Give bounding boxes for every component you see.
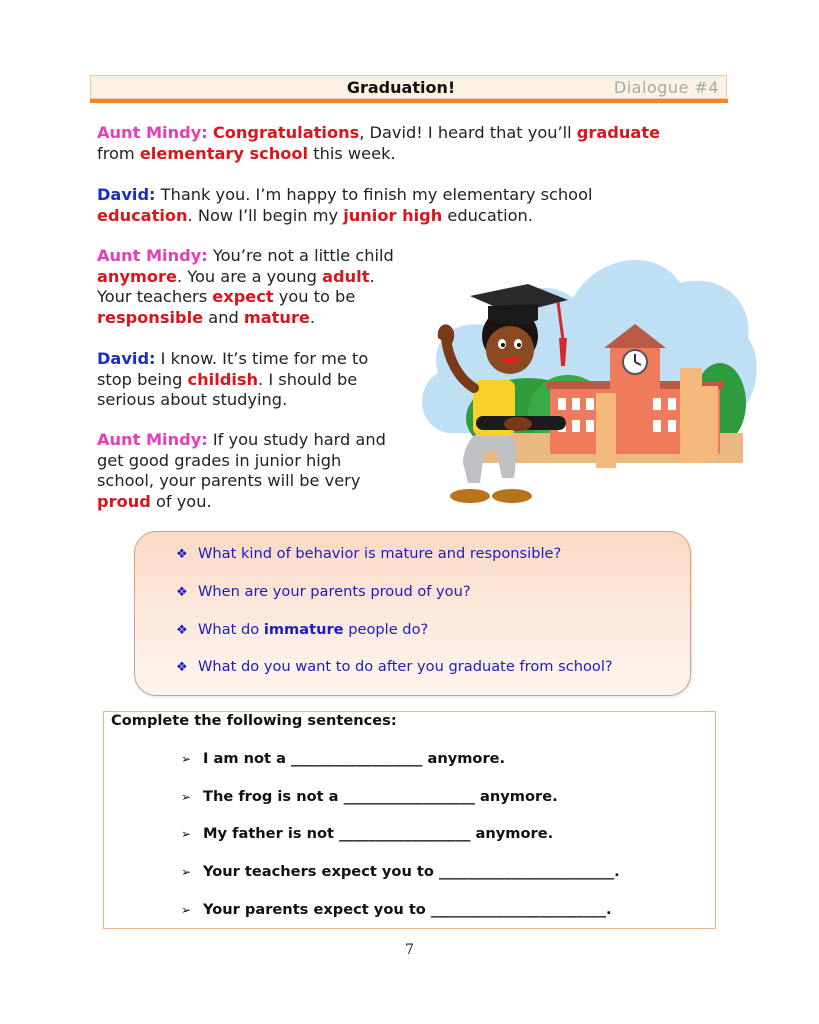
diamond-bullet-icon: ❖ xyxy=(176,585,188,600)
dialogue-text: from xyxy=(97,143,140,163)
diamond-bullet-icon: ❖ xyxy=(176,623,188,638)
title-underline xyxy=(90,99,728,103)
dialogue-text: get good grades in junior high xyxy=(97,450,342,470)
completion-exercise-box xyxy=(103,711,716,929)
dialogue-text: . xyxy=(369,266,375,286)
dialogue-text: . xyxy=(309,307,316,327)
dialogue-text: I know. It’s time for me to xyxy=(155,349,369,368)
dialogue-text: . Now I’ll begin my xyxy=(187,205,344,225)
dialogue-text: education. xyxy=(442,205,533,225)
diamond-bullet-icon: ❖ xyxy=(176,547,188,562)
dialogue-text: school, your parents will be very xyxy=(97,471,361,490)
question-item: ❖ What do you want to do after you graduate from school? xyxy=(176,658,613,675)
fill-in-sentence: ➢ I am not a __________________ anymore. xyxy=(181,750,506,767)
keyword: anymore xyxy=(97,266,177,286)
diamond-bullet-icon: ❖ xyxy=(176,660,188,675)
fill-in-sentence: ➢ The frog is not a __________________ anymore. xyxy=(181,788,558,805)
dialogue-line-5 xyxy=(97,430,386,512)
dialogue-number: Dialogue #4 xyxy=(613,78,719,97)
dialogue-text: of you. xyxy=(150,491,212,511)
page-title: Graduation! xyxy=(346,78,456,97)
speaker-david: David: xyxy=(97,349,156,368)
title-bar xyxy=(90,75,727,99)
arrow-bullet-icon: ➢ xyxy=(181,865,192,879)
question-item: ❖ What do immature people do? xyxy=(176,621,429,638)
fill-in-sentence: ➢ My father is not __________________ anymore. xyxy=(181,825,554,842)
fill-in-sentence: ➢ Your parents expect you to ________________________. xyxy=(181,901,612,918)
dialogue-text: this week. xyxy=(308,143,396,163)
dialogue-text: , David! I heard that you’ll xyxy=(359,123,577,142)
keyword: expect xyxy=(212,287,274,306)
arrow-bullet-icon: ➢ xyxy=(181,790,192,804)
dialogue-text: Thank you. I’m happy to finish my elementary school xyxy=(155,185,593,204)
page-number: 7 xyxy=(405,942,414,958)
dialogue-text: . I should be xyxy=(258,369,358,389)
fill-in-sentence: ➢ Your teachers expect you to ________________________. xyxy=(181,863,620,880)
arrow-bullet-icon: ➢ xyxy=(181,752,192,766)
arrow-bullet-icon: ➢ xyxy=(181,903,192,917)
keyword: elementary school xyxy=(139,143,309,163)
dialogue-line-2 xyxy=(97,185,592,226)
keyword: childish xyxy=(187,369,259,389)
school-pillar xyxy=(698,386,718,461)
dialogue-line-4 xyxy=(97,349,368,411)
speaker-aunt-mindy: Aunt Mindy: xyxy=(97,123,208,142)
speaker-aunt-mindy: Aunt Mindy: xyxy=(97,430,208,449)
arrow-bullet-icon: ➢ xyxy=(181,827,192,841)
keyword: responsible xyxy=(97,307,204,327)
keyword: mature xyxy=(243,307,310,327)
keyword: adult xyxy=(322,266,370,286)
dialogue-text: You’re not a little child xyxy=(207,246,394,265)
keyword: education xyxy=(97,205,188,225)
speaker-aunt-mindy: Aunt Mindy: xyxy=(97,246,208,265)
keyword: proud xyxy=(97,491,151,511)
keyword: Congratulations xyxy=(212,123,360,142)
question-item: ❖ What kind of behavior is mature and responsible? xyxy=(176,545,562,562)
speaker-david: David: xyxy=(97,185,156,204)
keyword: graduate xyxy=(576,123,661,142)
dialogue-text: stop being xyxy=(97,369,188,389)
dialogue-text: . You are a young xyxy=(176,266,323,286)
keyword: junior high xyxy=(343,205,443,225)
dialogue-text: you to be xyxy=(273,287,356,306)
dialogue-text: serious about studying. xyxy=(97,390,288,409)
dialogue-text: and xyxy=(203,307,244,327)
dialogue-text: If you study hard and xyxy=(207,430,386,449)
graduation-illustration xyxy=(418,238,763,513)
dialogue-line-1 xyxy=(97,123,660,164)
dialogue-line-3 xyxy=(97,246,394,328)
dialogue-text: Your teachers xyxy=(97,287,213,306)
question-item: ❖ When are your parents proud of you? xyxy=(176,583,471,600)
school-pillar xyxy=(596,393,616,468)
exercise-heading: Complete the following sentences: xyxy=(111,712,397,729)
